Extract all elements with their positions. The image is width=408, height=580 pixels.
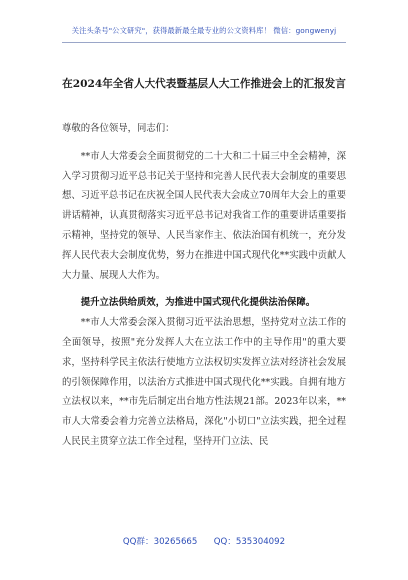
intro-paragraph: **市人大常委会全面贯彻党的二十大和二十届三中全会精神，深入学习贯彻习近平总书记关于坚持和完善人民代表大会制度的重要思想、习近平总书记在庆祝全国人民代表大会成立70周年大会上的重要讲话精神，认真贯彻落实习近平总书记对我省工作的重要讲话重要指示精神，坚持党的领导、人民当家作主、依法治国有机统一，充分发挥人民代表大会制度优势，努力在推进中国式现代化**实践中贡献人大力量、展现人大作为。 — [62, 150, 346, 281]
greeting: 尊敬的各位领导，同志们： — [62, 123, 175, 134]
document-body — [62, 119, 346, 452]
qq-group-number: 30265665 — [153, 537, 198, 547]
qq-number: 535304092 — [235, 537, 286, 547]
section-paragraph: **市人大常委会深入贯彻习近平法治思想，坚持党对立法工作的全面领导，按照"充分发挥人大在立法工作中的主导作用"的重大要求，坚持科学民主依法行使地方立法权切实发挥立法对经济社会发展的引领保障作用，以法治方式推进中国式现代化**实践。自拥有地方立法权以来，**市先后制定出台地方性法规21部。2023年以来，**市人大常委会着力完善立法格局，深化"小切口"立法实践，把全过程人民民主贯穿立法工作全过程，坚持开门立法、民 — [62, 317, 346, 447]
header-banner: 关注头条号"公文研究"，获得最新最全最专业的公文资料库！ 微信：gongwenyj — [71, 26, 337, 35]
footer-contact — [0, 535, 408, 547]
qq-group-label: QQ群： — [122, 537, 154, 547]
section-heading: 提升立法供给质效，为推进中国式现代化提供法治保障。 — [80, 297, 316, 309]
header-divider — [62, 42, 346, 43]
document-title: 在2024年全省人大代表暨基层人大工作推进会上的汇报发言 — [62, 78, 346, 90]
qq-label: QQ： — [213, 537, 236, 547]
